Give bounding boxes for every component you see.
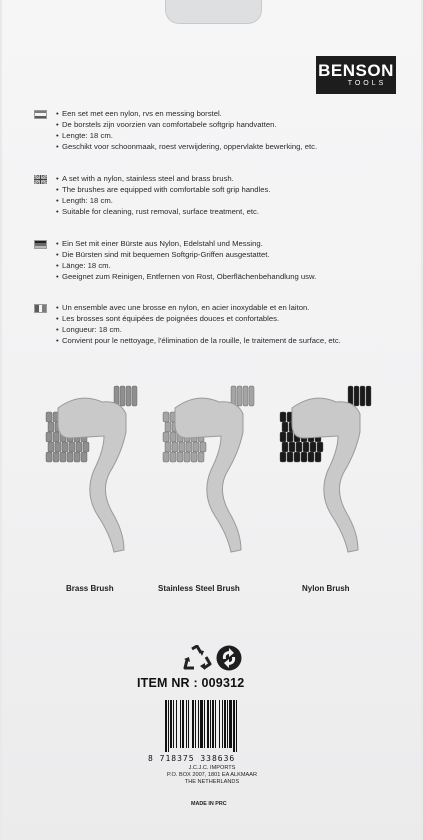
en-line-1: • A set with a nylon, stainless steel and brass brush. <box>56 173 423 184</box>
nl-line-3: • Lengte: 18 cm. <box>56 130 423 141</box>
stainless-brush-image <box>157 380 277 555</box>
packaging-card <box>2 0 421 840</box>
address-line-2: P.O. BOX 2007, 1801 EA ALKMAAR <box>166 772 258 778</box>
hang-hole <box>165 0 262 24</box>
fr-line-4: • Convient pour le nettoyage, l'élimination de la rouille, le traitement de surface, etc. <box>56 335 423 346</box>
nylon-brush-handle <box>292 398 360 552</box>
french-flag-icon <box>34 304 47 313</box>
barcode <box>164 700 266 752</box>
nylon-brush-label: Nylon Brush <box>302 584 350 593</box>
brass-brush-image <box>40 380 160 555</box>
brass-brush-handle <box>58 398 126 552</box>
nylon-brush-image <box>274 380 394 555</box>
brass-brush-label: Brass Brush <box>66 584 114 593</box>
barcode-digits: 8 718375 338636 <box>148 754 236 763</box>
nl-line-1: • Een set met een nylon, rvs en messing borstel. <box>56 108 423 119</box>
de-line-1: • Ein Set mit einer Bürste aus Nylon, Edelstahl und Messing. <box>56 238 423 249</box>
made-in-label: MADE IN PRC <box>191 801 227 807</box>
item-number: ITEM NR : 009312 <box>137 676 245 690</box>
fr-line-1: • Un ensemble avec une brosse en nylon, en acier inoxydable et en laiton. <box>56 302 423 313</box>
de-line-2: • Die Bürsten sind mit bequemen Softgrip-Griffen ausgestattet. <box>56 249 423 260</box>
stainless-brush-label: Stainless Steel Brush <box>158 584 240 593</box>
logo-brand: BENSON <box>318 61 394 80</box>
fr-line-3: • Longueur: 18 cm. <box>56 324 423 335</box>
recycle-icon <box>182 645 212 671</box>
benson-logo <box>316 56 396 94</box>
address-line-3: THE NETHERLANDS <box>184 779 240 785</box>
address-line-1: J.C.J.C. IMPORTS <box>188 765 236 771</box>
green-dot-icon <box>216 645 242 671</box>
en-line-2: • The brushes are equipped with comfortable soft grip handles. <box>56 184 423 195</box>
dutch-flag-icon <box>34 110 47 119</box>
fr-line-2: • Les brosses sont équipées de poignées douces et confortables. <box>56 313 423 324</box>
de-line-4: • Geeignet zum Reinigen, Entfernen von Rost, Oberflächenbehandlung usw. <box>56 271 423 282</box>
de-line-3: • Länge: 18 cm. <box>56 260 423 271</box>
en-line-3: • Length: 18 cm. <box>56 195 423 206</box>
logo-sub: TOOLS <box>347 80 387 87</box>
nl-line-4: • Geschikt voor schoonmaak, roest verwijdering, oppervlakte bewerking, etc. <box>56 141 423 152</box>
german-flag-icon <box>34 240 47 249</box>
en-line-4: • Suitable for cleaning, rust removal, surface treatment, etc. <box>56 206 423 217</box>
nl-line-2: • De borstels zijn voorzien van comfortabele softgrip handvatten. <box>56 119 423 130</box>
uk-flag-icon <box>34 175 47 184</box>
stainless-brush-handle <box>175 398 243 552</box>
